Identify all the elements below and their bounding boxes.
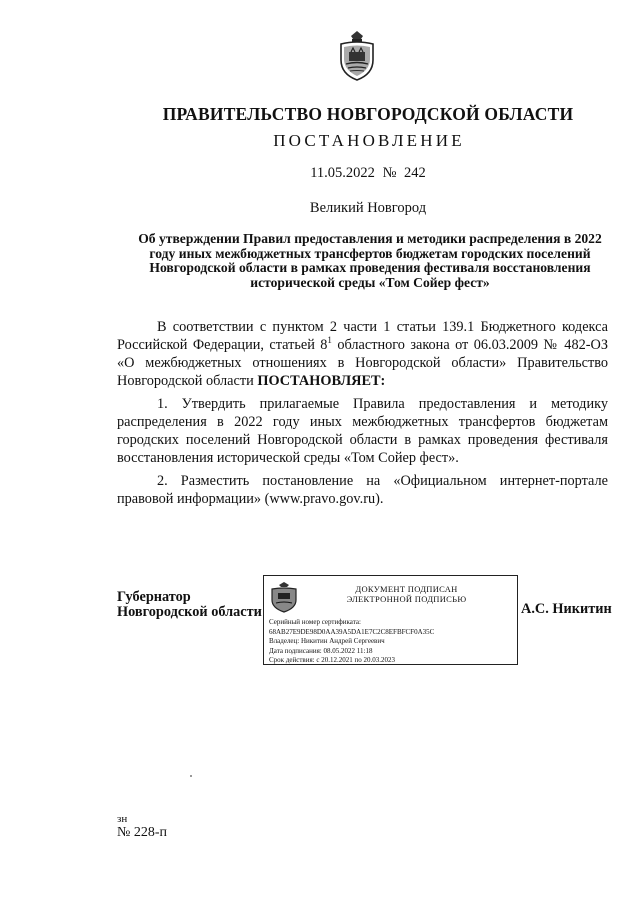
electronic-signature-stamp [263,575,518,665]
preamble-text-a: В соответствии с пунктом 2 части 1 статьи 139.1 Бюджетного кодекса Российской Федерации, статьей 8 [117,319,608,353]
preamble-text-b: областного закона от 06.03.2009 № 482-ОЗ «О межбюджетных отношениях в Новгородской области» Правительство Новгородской области [117,337,608,389]
stamp-signed-date: Дата подписания: 08.05.2022 11:18 [269,646,373,655]
paragraph-item-1: 1. Утвердить прилагаемые Правила предоставления и методику распределения в 2022 году иных межбюджетных трансфертов бюджетам городских поселений Новгородской области в рамках проведения фестиваля восстановления исторической среды «Том Сойер фест». [117,396,608,466]
footer-reference [117,812,167,840]
document-date: 11.05.2022 [310,165,375,181]
document-type: ПОСТАНОВЛЕНИЕ [273,131,465,150]
city: Великий Новгород [309,200,427,216]
signatory-name: А.С. Никитин [521,601,612,617]
date-number-line [0,165,640,182]
executor-initials: зн [117,813,128,825]
stamp-details [269,618,434,666]
position-line-2: Новгородской области [117,604,262,620]
coat-of-arms-icon [337,30,377,82]
organization-name: ПРАВИТЕЛЬСТВО НОВГОРОДСКОЙ ОБЛАСТИ [162,104,574,124]
stamp-emblem-icon [269,581,299,613]
stamp-cert-label: Серийный номер сертификата: [269,618,361,626]
number-sign: № [382,165,397,181]
stamp-owner: Владелец: Никитин Андрей Сергеевич [269,637,385,645]
article-superscript: 1 [327,335,332,346]
document-number: 242 [404,165,426,181]
signatory-position [117,590,262,620]
stamp-title-line-1: ДОКУМЕНТ ПОДПИСАН [355,584,458,594]
paragraph-preamble [117,318,608,390]
document-body [117,318,608,513]
stamp-title-line-2: ЭЛЕКТРОННОЙ ПОДПИСЬЮ [346,594,467,604]
position-line-1: Губернатор [117,589,191,605]
scan-speck [190,775,192,777]
stamp-validity: Срок действия: с 20.12.2021 по 20.03.2023 [269,656,395,664]
resolves-keyword: ПОСТАНОВЛЯЕТ: [257,373,386,389]
document-title: Об утверждении Правил предоставления и методики распределения в 2022 году иных межбюджетных трансфертов бюджетам городских поселений Новгородской области в рамках проведения фестиваля восстановления исторической среды «Том Сойер фест» [138,231,602,290]
paragraph-item-2: 2. Разместить постановление на «Официальном интернет-портале правовой информации» (www.pravo.gov.ru). [117,473,608,507]
stamp-cert-number: 68AB27E9DE98D0AA39A5DA1E7C2C8EFBFCF0A35C [269,627,435,636]
stamp-title [304,584,509,604]
registration-number: № 228-п [117,825,168,840]
